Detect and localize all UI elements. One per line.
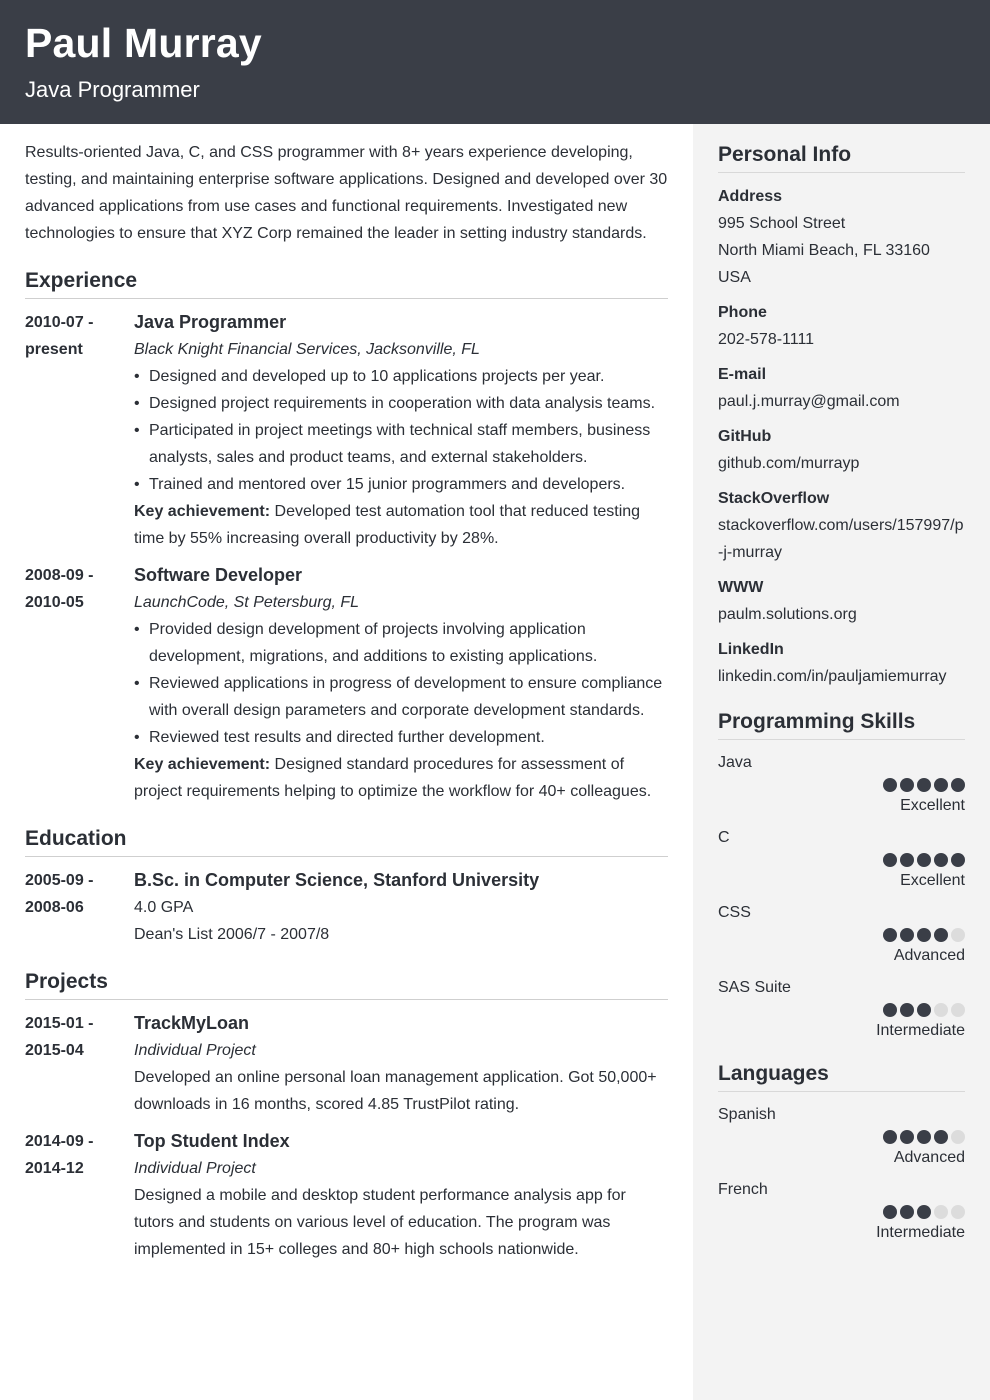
stackoverflow-label: StackOverflow <box>718 490 830 507</box>
date-start: 2015-01 - <box>25 1015 94 1032</box>
key-achievement <box>134 498 668 552</box>
job-title: Java Programmer <box>25 77 200 102</box>
skill-name: CSS <box>718 904 751 921</box>
person-name: Paul Murray <box>25 20 262 66</box>
rating-dot-filled <box>917 1205 931 1219</box>
rating-dot-filled <box>883 1205 897 1219</box>
resume-header <box>0 0 990 124</box>
www-link[interactable]: paulm.solutions.org <box>718 606 857 623</box>
entry-content <box>134 562 668 805</box>
list-item: • Designed project requirements in cooperation with data analysis teams. <box>134 390 668 417</box>
section-title-experience: Experience <box>25 267 668 299</box>
language-level: Advanced <box>893 1149 965 1166</box>
contact-list <box>718 183 965 690</box>
linkedin-link[interactable]: linkedin.com/in/pauljamiemurray <box>718 668 947 685</box>
email-label: E-mail <box>718 366 767 383</box>
entry-date <box>25 1010 134 1118</box>
rating-dot-filled <box>900 1003 914 1017</box>
job-role: Java Programmer <box>134 312 287 332</box>
skill-level: Excellent <box>900 872 965 889</box>
projects-section <box>25 968 668 1263</box>
key-achievement-text: Designed standard procedures for assessment of project requirements helping to optimize the workflow for 40+ colleagues. <box>134 756 652 800</box>
entry-content <box>134 1010 668 1118</box>
address-line: North Miami Beach, FL 33160 <box>718 242 930 259</box>
experience-section <box>25 267 668 805</box>
rating-dot-filled <box>934 1130 948 1144</box>
project-type: Individual Project <box>134 1042 256 1059</box>
linkedin-label: LinkedIn <box>718 641 784 658</box>
entry-content <box>134 867 668 948</box>
rating-dot-filled <box>883 1130 897 1144</box>
entry-date <box>25 309 134 552</box>
rating-dot-filled <box>900 1130 914 1144</box>
www-label: WWW <box>718 579 764 596</box>
rating-dot-filled <box>917 1003 931 1017</box>
skill-rating <box>718 1003 965 1017</box>
language-name: Spanish <box>718 1106 776 1123</box>
rating-dot-filled <box>883 928 897 942</box>
stackoverflow-link[interactable]: stackoverflow.com/users/157997/p-j-murray <box>718 517 964 561</box>
github-label: GitHub <box>718 428 772 445</box>
rating-dot-empty <box>951 1205 965 1219</box>
entry-date <box>25 867 134 948</box>
address-line: 995 School Street <box>718 215 846 232</box>
languages-section <box>718 1060 965 1244</box>
project-entry <box>25 1128 668 1263</box>
skill-rating <box>718 853 965 867</box>
date-start: 2010-07 - <box>25 314 94 331</box>
company: Black Knight Financial Services, Jacksonville, FL <box>134 341 480 358</box>
rating-dot-filled <box>917 928 931 942</box>
rating-dot-filled <box>900 1205 914 1219</box>
profile-summary: Results-oriented Java, C, and CSS programmer with 8+ years experience developing, testing, and maintaining enterprise software applications. Designed and developed over 30 advanced applications from use cases and functional requirements. Investigated new technologies to ensure that XYZ Corp remained the leader in setting industry standards. <box>25 144 668 242</box>
rating-dot-filled <box>883 778 897 792</box>
project-description: Designed a mobile and desktop student performance analysis app for tutors and students on various level of education. The program was implemented in 15+ colleges and 80+ high schools nationwide. <box>134 1187 626 1258</box>
project-entry <box>25 1010 668 1118</box>
education-detail: 4.0 GPA <box>134 899 194 916</box>
rating-dot-filled <box>917 853 931 867</box>
duties-list <box>134 616 668 751</box>
project-name: Top Student Index <box>134 1131 290 1151</box>
list-item: • Reviewed test results and directed further development. <box>134 724 668 751</box>
sidebar-column <box>718 141 965 1254</box>
skill-item <box>718 902 965 967</box>
date-end: 2008-06 <box>25 899 84 916</box>
date-end: 2014-12 <box>25 1160 84 1177</box>
skill-item <box>718 752 965 817</box>
date-end: 2015-04 <box>25 1042 84 1059</box>
phone-label: Phone <box>718 304 767 321</box>
education-section <box>25 825 668 948</box>
rating-dot-empty <box>951 928 965 942</box>
skill-level: Excellent <box>900 797 965 814</box>
list-item: • Provided design development of projects involving application development, migrations, and additions to existing applications. <box>134 616 668 670</box>
entry-content <box>134 309 668 552</box>
project-type: Individual Project <box>134 1160 256 1177</box>
rating-dot-empty <box>951 1130 965 1144</box>
skill-name: Java <box>718 754 752 771</box>
rating-dot-empty <box>951 1003 965 1017</box>
rating-dot-empty <box>934 1003 948 1017</box>
skill-item <box>718 977 965 1042</box>
skills-list <box>718 752 965 1042</box>
section-title-projects: Projects <box>25 968 668 1000</box>
list-item: • Participated in project meetings with technical staff members, business analysts, sales and product teams, and external stakeholders. <box>134 417 668 471</box>
skill-rating <box>718 778 965 792</box>
rating-dot-filled <box>917 1130 931 1144</box>
rating-dot-filled <box>934 778 948 792</box>
section-title-education: Education <box>25 825 668 857</box>
section-title-languages: Languages <box>718 1060 965 1092</box>
skill-rating <box>718 928 965 942</box>
date-start: 2008-09 - <box>25 567 94 584</box>
education-detail: Dean's List 2006/7 - 2007/8 <box>134 926 330 943</box>
language-rating <box>718 1130 965 1144</box>
skill-level: Intermediate <box>876 1022 965 1039</box>
languages-list <box>718 1104 965 1244</box>
list-item: • Designed and developed up to 10 applications projects per year. <box>134 363 668 390</box>
duties-list <box>134 363 668 498</box>
address-label: Address <box>718 188 783 205</box>
date-start: 2014-09 - <box>25 1133 94 1150</box>
skill-name: SAS Suite <box>718 979 791 996</box>
address-line: USA <box>718 269 751 286</box>
date-end: 2010-05 <box>25 594 84 611</box>
date-end: present <box>25 341 83 358</box>
key-achievement-label: Key achievement: <box>134 756 271 773</box>
education-entry <box>25 867 668 948</box>
language-rating <box>718 1205 965 1219</box>
rating-dot-filled <box>934 928 948 942</box>
rating-dot-filled <box>883 853 897 867</box>
company: LaunchCode, St Petersburg, FL <box>134 594 360 611</box>
rating-dot-filled <box>883 1003 897 1017</box>
skill-level: Advanced <box>893 947 965 964</box>
job-role: Software Developer <box>134 565 303 585</box>
personal-info-section <box>718 141 965 690</box>
language-item <box>718 1104 965 1169</box>
language-item <box>718 1179 965 1244</box>
rating-dot-filled <box>900 928 914 942</box>
rating-dot-filled <box>934 853 948 867</box>
key-achievement-text: Developed test automation tool that reduced testing time by 55% increasing overall productivity by 28%. <box>134 503 641 547</box>
project-name: TrackMyLoan <box>134 1013 250 1033</box>
github-link[interactable]: github.com/murrayp <box>718 455 860 472</box>
phone-value: 202-578-1111 <box>718 331 815 348</box>
experience-entry <box>25 562 668 805</box>
key-achievement <box>134 751 668 805</box>
key-achievement-label: Key achievement: <box>134 503 271 520</box>
degree: B.Sc. in Computer Science, Stanford University <box>134 870 540 890</box>
rating-dot-empty <box>934 1205 948 1219</box>
programming-skills-section <box>718 708 965 1042</box>
rating-dot-filled <box>951 778 965 792</box>
entry-date <box>25 1128 134 1263</box>
section-title-personal-info: Personal Info <box>718 141 965 173</box>
skill-name: C <box>718 829 730 846</box>
entry-content <box>134 1128 668 1263</box>
skill-item <box>718 827 965 892</box>
entry-date <box>25 562 134 805</box>
rating-dot-filled <box>900 853 914 867</box>
section-title-programming-skills: Programming Skills <box>718 708 965 740</box>
rating-dot-filled <box>917 778 931 792</box>
list-item: • Trained and mentored over 15 junior programmers and developers. <box>134 471 668 498</box>
rating-dot-filled <box>951 853 965 867</box>
language-level: Intermediate <box>876 1224 965 1241</box>
main-column <box>25 139 668 1263</box>
project-description: Developed an online personal loan management application. Got 50,000+ downloads in 16 months, scored 4.85 TrustPilot rating. <box>134 1069 657 1113</box>
date-start: 2005-09 - <box>25 872 94 889</box>
list-item: • Reviewed applications in progress of development to ensure compliance with overall design parameters and corporate development standards. <box>134 670 668 724</box>
language-name: French <box>718 1181 768 1198</box>
experience-entry <box>25 309 668 552</box>
rating-dot-filled <box>900 778 914 792</box>
email-value[interactable]: paul.j.murray@gmail.com <box>718 393 900 410</box>
